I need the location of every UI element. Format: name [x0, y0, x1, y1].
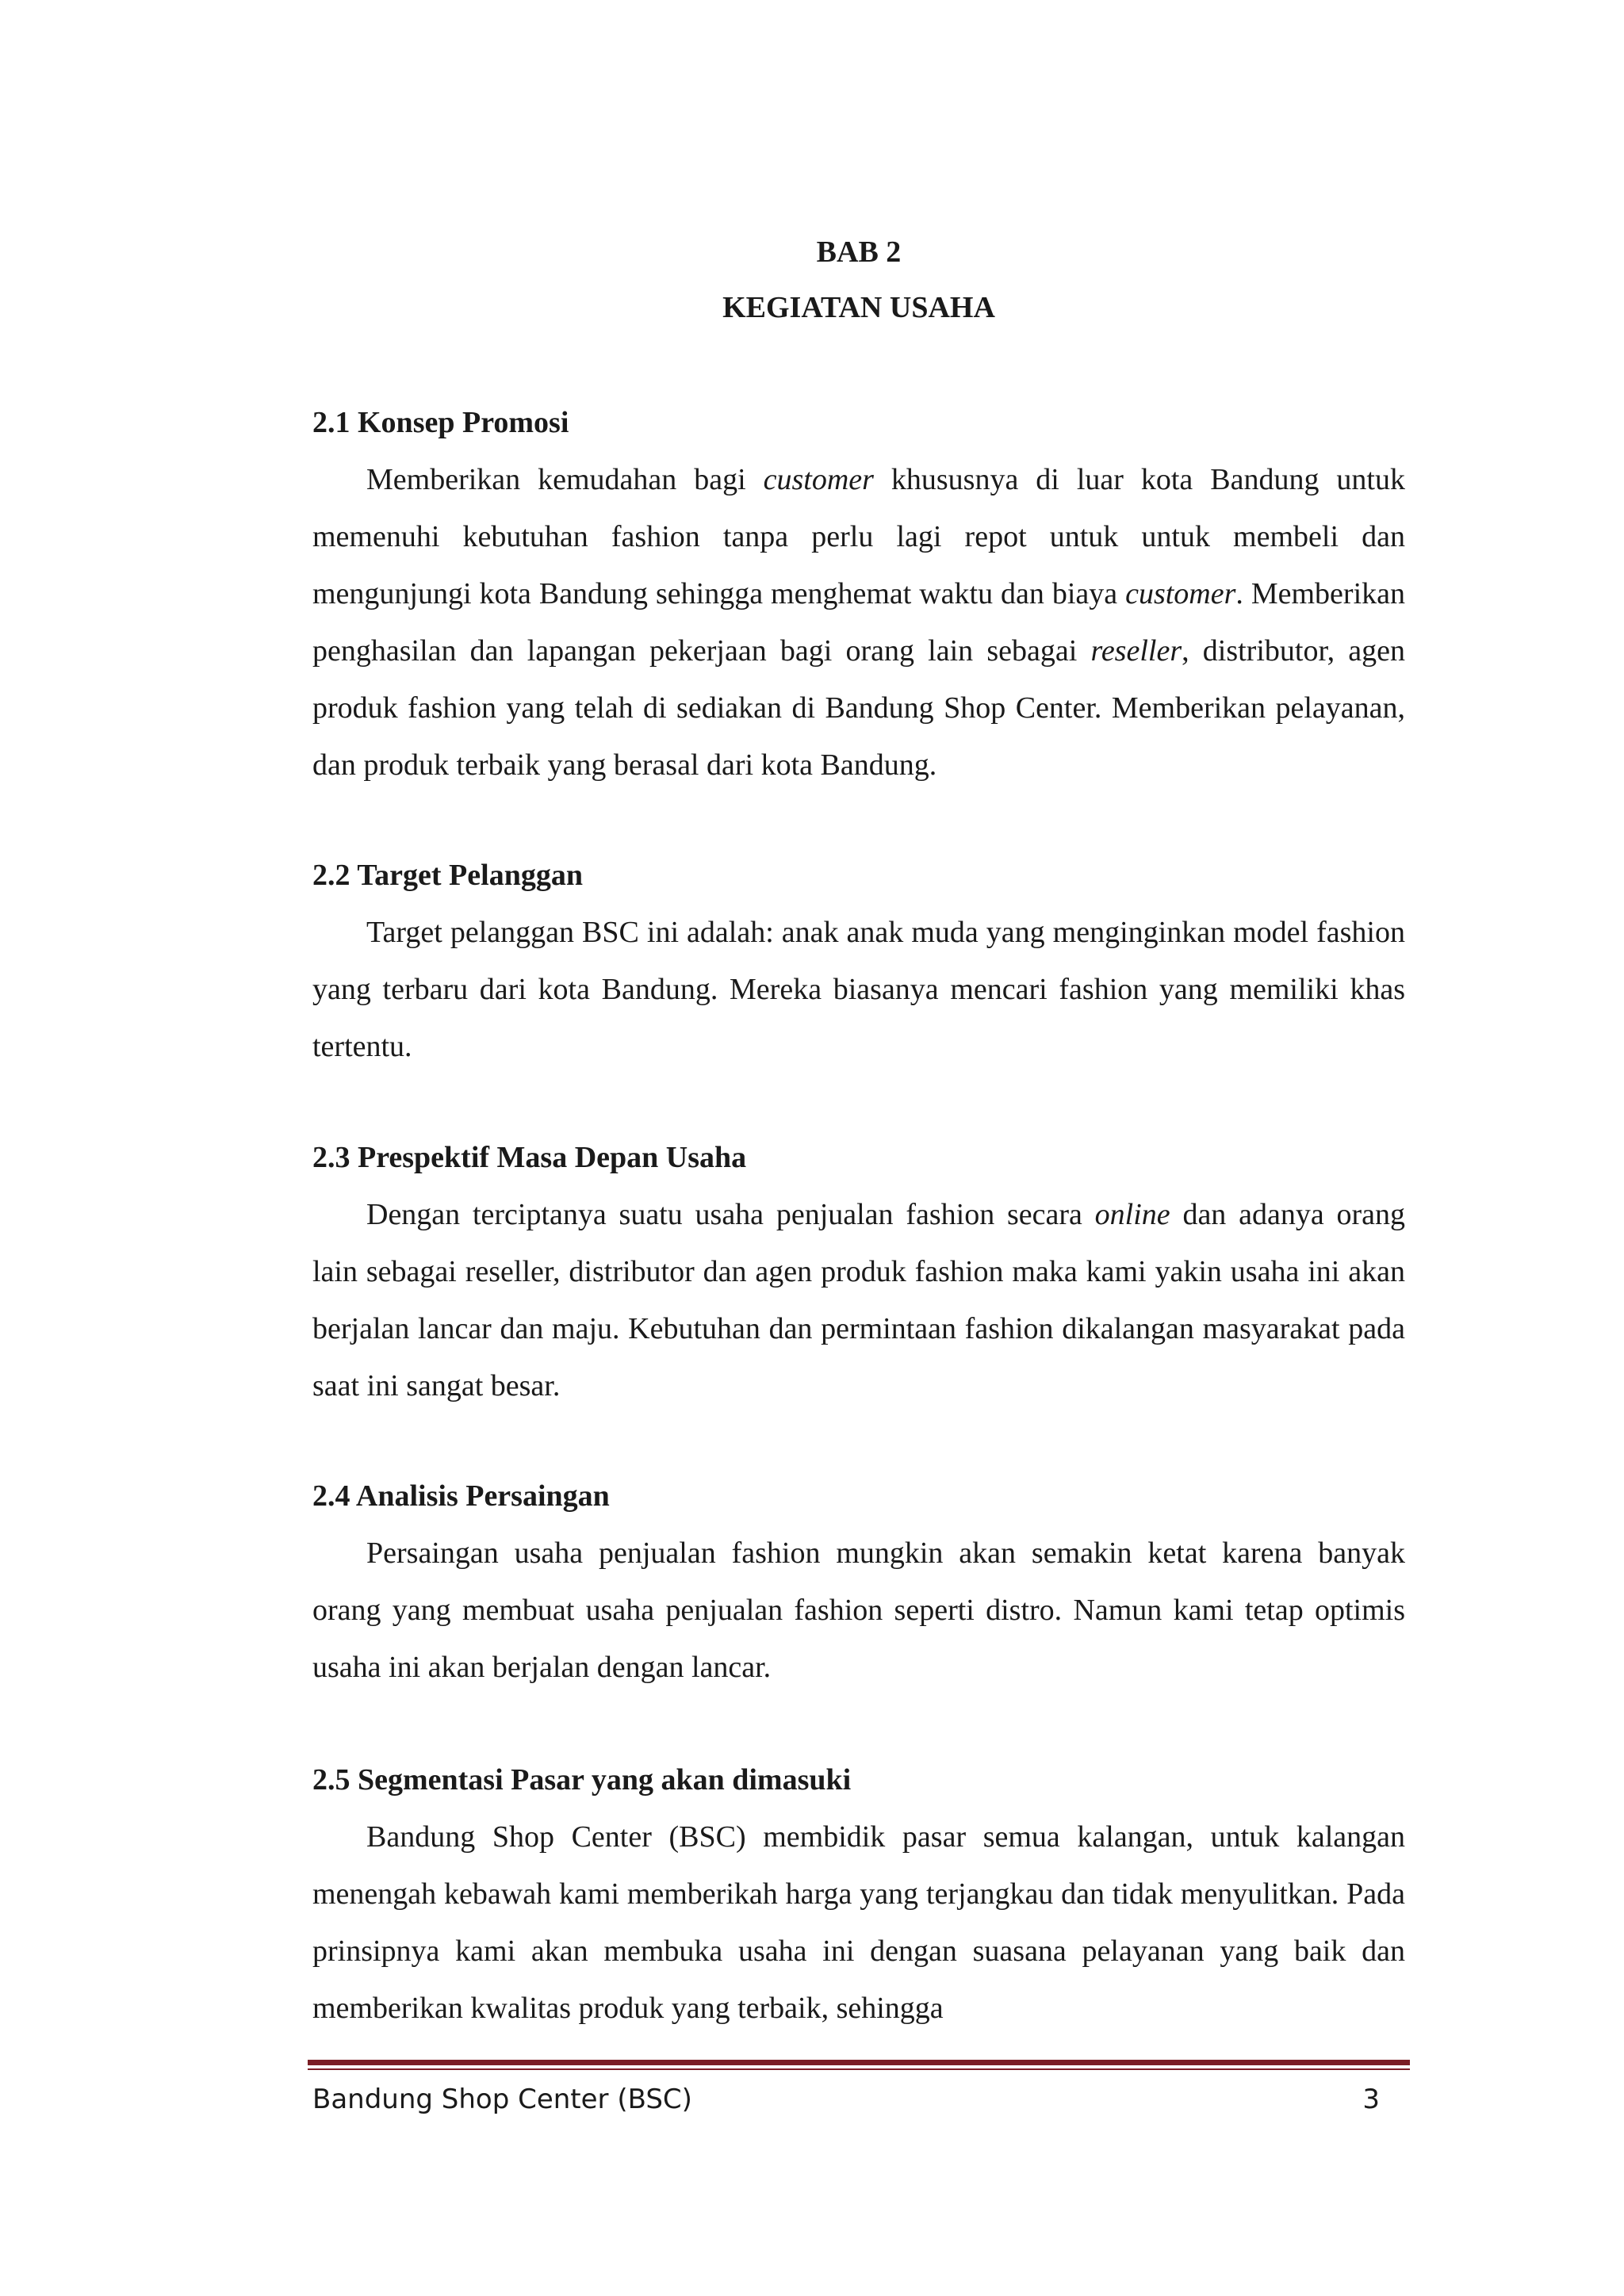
section-heading: 2.3 Prespektif Masa Depan Usaha: [312, 1141, 747, 1174]
section-body: Persaingan usaha penjualan fashion mungkin akan semakin ketat karena banyak orang yang membuat usaha penjualan fashion seperti distro. Namun kami tetap optimis usaha ini akan berjalan dengan lancar.: [312, 1536, 1405, 1684]
footer-title: Bandung Shop Center (BSC): [312, 2084, 692, 2115]
section-body: Memberikan kemudahan bagi customer khususnya di luar kota Bandung untuk memenuhi kebutuhan fashion tanpa perlu lagi repot untuk untuk membeli dan mengunjungi kota Bandung sehingga menghemat waktu dan biaya customer. Memberikan penghasilan dan lapangan pekerjaan bagi orang lain sebagai reseller, distributor, agen produk fashion yang telah di sediakan di Bandung Shop Center. Memberikan pelayanan, dan produk terbaik yang berasal dari kota Bandung.: [312, 463, 1406, 782]
section-heading: 2.4 Analisis Persaingan: [312, 1479, 610, 1513]
section-body: Dengan terciptanya suatu usaha penjualan fashion secara online dan adanya orang lain sebagai reseller, distributor dan agen produk fashion maka kami yakin usaha ini akan berjalan lancar dan maju. Kebutuhan dan permintaan fashion dikalangan masyarakat pada saat ini sangat besar.: [312, 1198, 1405, 1402]
section-prespektif-masa-depan: [312, 1129, 1405, 1414]
footer-divider-thin: [308, 2068, 1410, 2070]
chapter-title: KEGIATAN USAHA: [722, 291, 995, 324]
section-konsep-promosi: [312, 394, 1405, 794]
section-segmentasi-pasar: [312, 1751, 1405, 2037]
section-body: Bandung Shop Center (BSC) membidik pasar semua kalangan, untuk kalangan menengah kebawah kami memberikah harga yang terjangkau dan tidak menyulitkan. Pada prinsipnya kami akan membuka usaha ini dengan suasana pelayanan yang baik dan memberikan kwalitas produk yang terbaik, sehingga: [312, 1820, 1405, 2025]
page-number: 3: [1362, 2084, 1380, 2115]
section-heading: 2.1 Konsep Promosi: [312, 406, 569, 439]
footer-divider-thick: [308, 2060, 1410, 2065]
section-target-pelanggan: [312, 847, 1405, 1075]
section-heading: 2.2 Target Pelanggan: [312, 859, 583, 892]
section-heading: 2.5 Segmentasi Pasar yang akan dimasuki: [312, 1763, 852, 1797]
section-body: Target pelanggan BSC ini adalah: anak anak muda yang menginginkan model fashion yang terbaru dari kota Bandung. Mereka biasanya mencari fashion yang memiliki khas tertentu.: [312, 916, 1405, 1063]
chapter-label: BAB 2: [816, 235, 902, 269]
section-analisis-persaingan: [312, 1468, 1405, 1696]
